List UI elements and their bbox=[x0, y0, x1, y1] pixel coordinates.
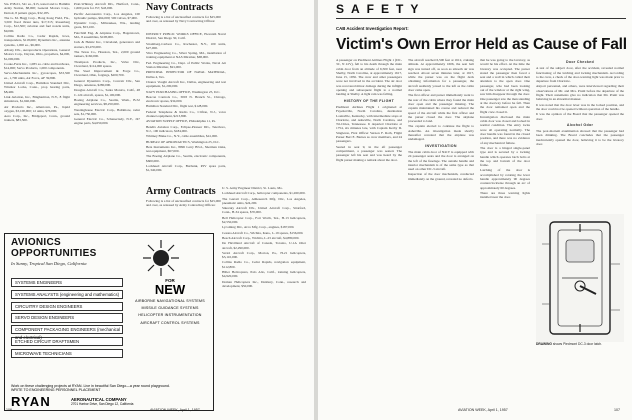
paragraph: The Texas Co., Houston, Tex., 2,000 ground tankers, $160,000. bbox=[74, 49, 140, 59]
kicker: CAB Accident Investigation Report: bbox=[336, 26, 409, 31]
article-column-4 bbox=[536, 58, 624, 210]
contracts-column-1 bbox=[4, 2, 70, 232]
paragraph: Cessna Aircraft Co., Wichita, Kans., L-19 spares, $156,000. bbox=[222, 230, 304, 235]
paragraph: Dynamic Corp., Milwaukee, Wis., landing gears, $53,100. bbox=[74, 21, 140, 30]
ryan-logo: RYAN bbox=[11, 394, 51, 410]
paragraph: The post-mortem examination showed that the passenger had been drinking. The Board concludes that the passenger inadvertently opened the door, believing it to be the lavatory door. bbox=[536, 129, 624, 147]
paragraph: Bendix Aviation Corp., Eclipse-Pioneer Div., Teterboro, N.J., 100 indicators, $184,000. bbox=[146, 124, 226, 133]
paragraph: It was the opinion of the Board that the passenger opened the door. bbox=[536, 112, 624, 121]
paragraph: Lockheed Aircraft Corp., helicopter components, $1,260,000. bbox=[222, 191, 306, 196]
ad-position: SYSTEMS ANALYSTS (engineering and mathematics) bbox=[11, 290, 123, 299]
army-contracts-column bbox=[222, 186, 306, 408]
paragraph: Albany Div., Aeroproducts Operations, General Motors Corp., Dayton, Ohio, propellers, $4,000, $1,000,000. bbox=[4, 47, 70, 61]
paragraph: The Boeing Airplane Co., Seattle, electronic components, $600,000. bbox=[146, 154, 226, 163]
ad-program: AIRBORNE NAVIGATIONAL SYSTEMS bbox=[135, 299, 205, 303]
paragraph: General Dynamics Corp., Convair Div., San Diego, antennas, $280,000. bbox=[74, 78, 140, 88]
paragraph: The captain elected to continue the flight to Asheville. An investigation made shortly thereafter revealed that the airplane was undamaged. bbox=[408, 124, 474, 142]
subhead-investigation: INVESTIGATION bbox=[425, 143, 457, 148]
ad-positions-list bbox=[11, 278, 123, 360]
paragraph: Bell Helicopter Corp., Fort Worth, Tex., H-13 helicopters, $2,550,000. bbox=[222, 215, 306, 225]
paragraph: Sikorsky Aircraft Div., United Aircraft Corp., Stratford, Conn., H-34 spares, $70,000. bbox=[222, 206, 306, 215]
paragraph: Hiller Helicopters, Palo Alto, Calif., training helicopters, $4,920,000. bbox=[222, 270, 306, 279]
paragraph: Inspection of the door mechanism, conducted immediately on the ground, revealed no defects. bbox=[408, 172, 474, 181]
paragraph: Pacific Aeronautics Corp., Los Angeles, 100 hydraulic pumps, $64,000; 500 valves, $7,900. bbox=[74, 11, 140, 20]
ad-write-text: Work on these challenging projects at RYAN. Live in beautiful San Diego—a year round playground. bbox=[11, 384, 170, 388]
paragraph: NAVY PURCHASING OFFICE, Washington 25, D.C. bbox=[146, 89, 221, 94]
headline: Victim's Own Error Held as Cause of Fall bbox=[336, 36, 627, 53]
ad-new-label: NEW bbox=[154, 282, 186, 297]
paragraph: Whitney Blake Co., N.Y., cable assemblies, $41,000. bbox=[146, 134, 218, 139]
paragraph: Stromberg-Carlson Co., Rochester, N.Y., 100 units, $27,000. bbox=[146, 41, 226, 50]
ad-company: AERONAUTICAL COMPANY bbox=[71, 397, 127, 402]
paragraph: Fed. Engineering Co., Dept. of Public Works, Naval Air Station Miramar, $91,000. bbox=[146, 60, 226, 70]
ad-position: COMPONENT PACKAGING ENGINEERS (mechanical bbox=[11, 325, 123, 334]
left-page bbox=[0, 0, 314, 420]
ad-programs bbox=[131, 278, 209, 325]
ad-address: 2701 Harbor Drive, San Diego 12, California bbox=[71, 402, 134, 406]
paragraph: BUREAU OF AERONAUTICS, Washington 25, D.C. bbox=[146, 139, 220, 144]
paragraph: The first officer and purser immediately went to the rear of the cabin where they found the main door open and the passenger missing. The captain maintained his course and reduced the speed of the aircraft while the first officer and the purser closed the door. The airplane proceeded to land. bbox=[408, 93, 474, 124]
navy-contracts-column bbox=[146, 32, 226, 182]
paragraph: Vertol Aircraft Corp., Morton, Pa., H-21 helicopters, $3,110,000. bbox=[222, 250, 306, 260]
ad-subheading: In Sunny, Tropical San Diego, California bbox=[11, 261, 87, 266]
contracts-column-2 bbox=[74, 2, 140, 232]
magazine-date-right: AVIATION WEEK, April 1, 1957 bbox=[458, 408, 508, 412]
paragraph: Thompson Products, Inc., Valve Div., Cleveland, $114,000 spares. bbox=[74, 59, 140, 68]
magazine-date-left: AVIATION WEEK, April 1, 1957 bbox=[150, 408, 200, 412]
paragraph: Beech Aircraft Corp., Wichita, L-23 aircraft, $4,880,000. bbox=[222, 235, 300, 240]
paragraph: PRINCIPAL INSPECTOR OF NAVAL MATERIAL, Dallas 4, Tex. bbox=[146, 70, 226, 79]
paragraph: It was noted that the door lever was in the locked position, and the door could not be opened without operation of the handle. bbox=[536, 102, 624, 111]
page-number-left: 106 bbox=[6, 408, 12, 412]
paragraph: The aircraft reached 6,500 feet at 1612, cruising altitude. At approximately 1606, the seat belt sign was turned off, as soon as smooth air was reached. About seven minutes later, at 1617, while the purser was on the flight deck obtaining information for a passenger, the aircraft suddenly yawed to the left as the cabin door came open. bbox=[408, 58, 474, 93]
paragraph: Douglas Aircraft Co., Santa Monica, Calif., 48 C-124 aircraft, spares, $1,100,000. bbox=[74, 88, 140, 97]
paragraph: The main cabin door of N41V is equipped with 24 passenger seats and the door is arranged on the left of the fuselage. The outside handle and interior mechanism is of the same type as that used on other DC-3 aircraft. bbox=[408, 149, 474, 172]
ad-position: SYSTEMS ENGINEERS bbox=[11, 278, 123, 287]
paragraph: Servo-Mechanisms Inc., gyroscopes, $33,500 ea., 1,700 units, Air Force, AF 39,800. bbox=[4, 71, 70, 80]
paragraph: The G. M. Hugg Corp., Hong Kong Field, Fla., 3,500 flood thrust nuts, $17,315; Rosenberg Corp., $12,500; aviation and fuel nozzle units, $9,000. bbox=[4, 15, 70, 33]
paragraph: Doman Helicopters Inc., Danbury, Conn., research and development, $50,000. bbox=[222, 279, 306, 288]
article-column-2 bbox=[408, 58, 474, 408]
ad-position: CIRCUITRY DESIGN ENGINEERS bbox=[11, 302, 123, 311]
paragraph: Chance Vought Aircraft Inc., Dallas, engineering and test equipment, $1,200,000. bbox=[146, 79, 226, 89]
article-column-3 bbox=[480, 58, 530, 408]
right-page bbox=[318, 0, 632, 420]
ad-for-label: FOR bbox=[165, 278, 175, 283]
paragraph: Boeing Airplane Co., Seattle, Wash., B-52 engineering services, $8,250,000. bbox=[74, 97, 140, 107]
article-column-1 bbox=[336, 58, 402, 408]
paragraph: Hamilton Standard Div., flight test, $128,000. bbox=[146, 104, 209, 109]
paragraph: Collins Radio Co., Cedar Rapids, Iowa, transponders, $118,000; Dynamics Inc., antenna systems, 1,000 ea., $6,000. bbox=[4, 34, 70, 47]
paragraph: United Aircraft Corp., Hamilton Standard Div., Windsor Locks, Conn., prop bearing parts, $8,400. bbox=[4, 81, 70, 94]
paragraph: A passenger on Piedmont Airlines Flight 1 (DC-3C, N 41V), fell to his death through the main cabin door from an altitude of 6,500 feet, near Shelby, North Carolina, at approximately 1617, June 15, 1956. The crew and other passengers were not involved in the accident. The air door was recovered minor damage during the inflight opening and subsequent flight to a normal landing at Shelby. A light rain was falling. bbox=[336, 58, 402, 97]
subhead-alcohol-odor: Alcohol Odor bbox=[566, 122, 594, 127]
paragraph: U. S. Army Engineer District, St. Louis, Mo. bbox=[222, 186, 283, 190]
ad-position: SERVO DESIGN ENGINEERS bbox=[11, 313, 123, 322]
ad-program: HELICOPTER INSTRUMENTATION bbox=[138, 313, 202, 318]
paragraph: A test of the subject door, after the accident, revealed normal functioning of the latching and locking mechanism. According to the crew, a check of the door-warning light was made prior to departure from Charlotte. bbox=[536, 66, 624, 84]
ad-position: ETCHED CIRCUIT DRAFTSMEN bbox=[11, 337, 123, 346]
door-latch-drawing bbox=[536, 214, 624, 342]
army-contracts-intro: Following is a list of unclassified contracts for $25,000 and over, as released by Army Contracting Offices: bbox=[146, 199, 221, 208]
ad-heading: AVIONICS OPPORTUNITIES bbox=[11, 237, 97, 259]
paragraph: Beacon Controls Co., 3003 N. Branch St., Chicago, electronic spares, $34,000. bbox=[146, 94, 226, 104]
section-title: SAFETY bbox=[336, 2, 626, 19]
paragraph: General Electric Co., Schenectady, N.Y., J47 engine parts, $4,650,000. bbox=[74, 117, 140, 126]
page-number-right: 107 bbox=[614, 408, 620, 412]
paragraph: Aero Corp., Inc., Bridgeport, Conn., ground trainers, $83,500. bbox=[4, 114, 70, 123]
paragraph: Fairchild Eng. & Airplane Corp., Hagerstown, Md., 8 assemblies, $108,000. bbox=[74, 30, 140, 40]
navy-contracts-title: Navy Contracts bbox=[146, 2, 213, 13]
paragraph: Collins Radio Co., Cedar Rapids, navigation equipment, $112,800. bbox=[222, 260, 306, 269]
paragraph: AVIATION SUPPLY OFFICE, Philadelphia 11, Pa. bbox=[146, 119, 216, 124]
navy-contracts-intro: Following is a list of unclassified contracts for $25,000 and over, as released by Navy Contracting Offices: bbox=[146, 15, 221, 24]
ad-write-to: WRITE TO ENGINEERING PERSONNEL PLACEMENT bbox=[11, 388, 101, 393]
sun-icon bbox=[135, 238, 187, 278]
paragraph: Westinghouse Electric Corp., Baltimore, radar sets, $1,750,000. bbox=[74, 107, 140, 116]
paragraph: The door is a hinged single-panel type and is secured by a locking handle which operates latch bolts at the top and bottom of the door frame. bbox=[480, 145, 530, 168]
paragraph: De Havilland Aircraft of Canada, Toronto, U-1A Otter aircraft, $2,290,000. bbox=[222, 241, 306, 250]
ad-program: AIRCRAFT CONTROL SYSTEMS bbox=[140, 320, 200, 325]
ryan-avionics-ad bbox=[4, 233, 214, 411]
paragraph: Piedmont Airlines Flight 1 originated at Fayetteville, North Carolina, destination Louisville, Kentucky, with intermediate stops at Charlotte, and Asheville, North Carolina, and Tri-Cities, Tennessee. It departed Charlotte at 1754, six minutes late, with Captain Kerby D. Singleton, First Officer Vernon F. Roth, Flight Purser Bert E. Barnes as crew members, and 24 passengers. bbox=[336, 104, 402, 144]
ad-program: MISSILE GUIDANCE SYSTEMS bbox=[141, 306, 199, 311]
ad-position: MICROWAVE TECHNICIANS bbox=[11, 349, 123, 358]
paragraph: The Steel Improvement & Forge Co., Cleveland, Ohio, forgings, $200,700. bbox=[74, 69, 140, 78]
army-contracts-title: Army Contracts bbox=[146, 186, 216, 197]
paragraph: Pratt-Whitney Aircraft Div., Hartford, Conn., 1,600 parts for J57, $43,000. bbox=[74, 2, 140, 11]
paragraph: Latching of the door is accomplished by rotating the lever handle approximately 90 degrees counterclockwise through an arc of approximately 60 degrees. bbox=[480, 168, 530, 190]
paragraph: Link Aviation, Inc., Binghamton, N.Y., 8 flight simulators, $1,940,000. bbox=[4, 94, 70, 104]
paragraph: Investigation disclosed the main cabin door was closed and locked in normal condition. The entry locks were all operating normally. The door handle was found in the closed position, and there was no evidence of any mechanical failure. bbox=[480, 114, 530, 145]
subhead-door-checked: Door Checked bbox=[566, 60, 594, 64]
drawing-caption: DRAWING shows Piedmont DC-3 door latch. bbox=[536, 342, 602, 346]
paragraph: Lockheed Aircraft Corp., Burbank, P2V spare parts, $1,340,000. bbox=[146, 164, 226, 173]
paragraph: DISTRICT PUBLIC WORKS OFFICE, Eleventh Naval District, San Diego 30, Calif. bbox=[146, 32, 226, 41]
paragraph: Cooke-Furrs Inc., 1,083 ea. cable and hardware, $14,000; Servo Products, 1,000 components. bbox=[4, 61, 70, 71]
paragraph: Sta. P38-01, 341 ea., $15, tested and to Hamiltn Army Station, $8,000; General Motors Corp., Detroit, 8 pattern gages, $32,185. bbox=[4, 2, 70, 15]
ad-footer bbox=[11, 384, 209, 409]
paragraph: Seated in seat 9, in the aft passenger compartment, a passenger was seated. The passenger left his seat and was heard by the flight purser making a remark about the door. bbox=[336, 144, 402, 162]
paragraph: Beta Instruments Inc., 8996 Larry Blvd., Sherman Oaks, test equipment, $67,000. bbox=[146, 144, 226, 154]
subhead-history: HISTORY OF THE FLIGHT bbox=[343, 98, 395, 103]
paragraph: Airport personnel, and others, were interviewed regarding their observations of Mr. and Mrs. Pruitt before the departure of the flight. Their statements give no indication that Mr. Pruitt was behaving in an abnormal manner. bbox=[536, 84, 624, 102]
paragraph: Jack & Heintz Inc., Cleveland, generators and starters, $3,470,000. bbox=[74, 40, 140, 49]
paragraph: Air Products Inc., Allentown, Pa., liquid oxygen, $3,100,000; 12 units, $76,000. bbox=[4, 104, 70, 113]
paragraph: The Garrett Corp., AiResearch Mfg. Div., Los Angeles, pneumatic units, $24,200. bbox=[222, 196, 306, 205]
paragraph: Federal Telephone & Radio Co., Clifton, N.J., voice channel equipment, $213,800. bbox=[146, 109, 226, 119]
paragraph: that he was going to the lavatory, as would be his effort. At the time the lavatory was occupied. The purser stated the passenger then faced a seat and a wall in which called their attention to the open door. One passenger, who had been looking out of the window at the right wing, saw him disappear through the door. One passenger saw the man standing at the doorway before he fell. Then the door remained open and the flight crew closed it. bbox=[480, 58, 530, 114]
paragraph: Vitro Engineering Co., Silver Spring, Md., installation of training equipment at NAS Miramar, $68,000. bbox=[146, 51, 226, 60]
paragraph: There are three warning lights installed near the door. bbox=[480, 190, 530, 200]
paragraph: Lycoming Div., Avco Mfg. Corp., engines, $187,000. bbox=[222, 225, 295, 230]
